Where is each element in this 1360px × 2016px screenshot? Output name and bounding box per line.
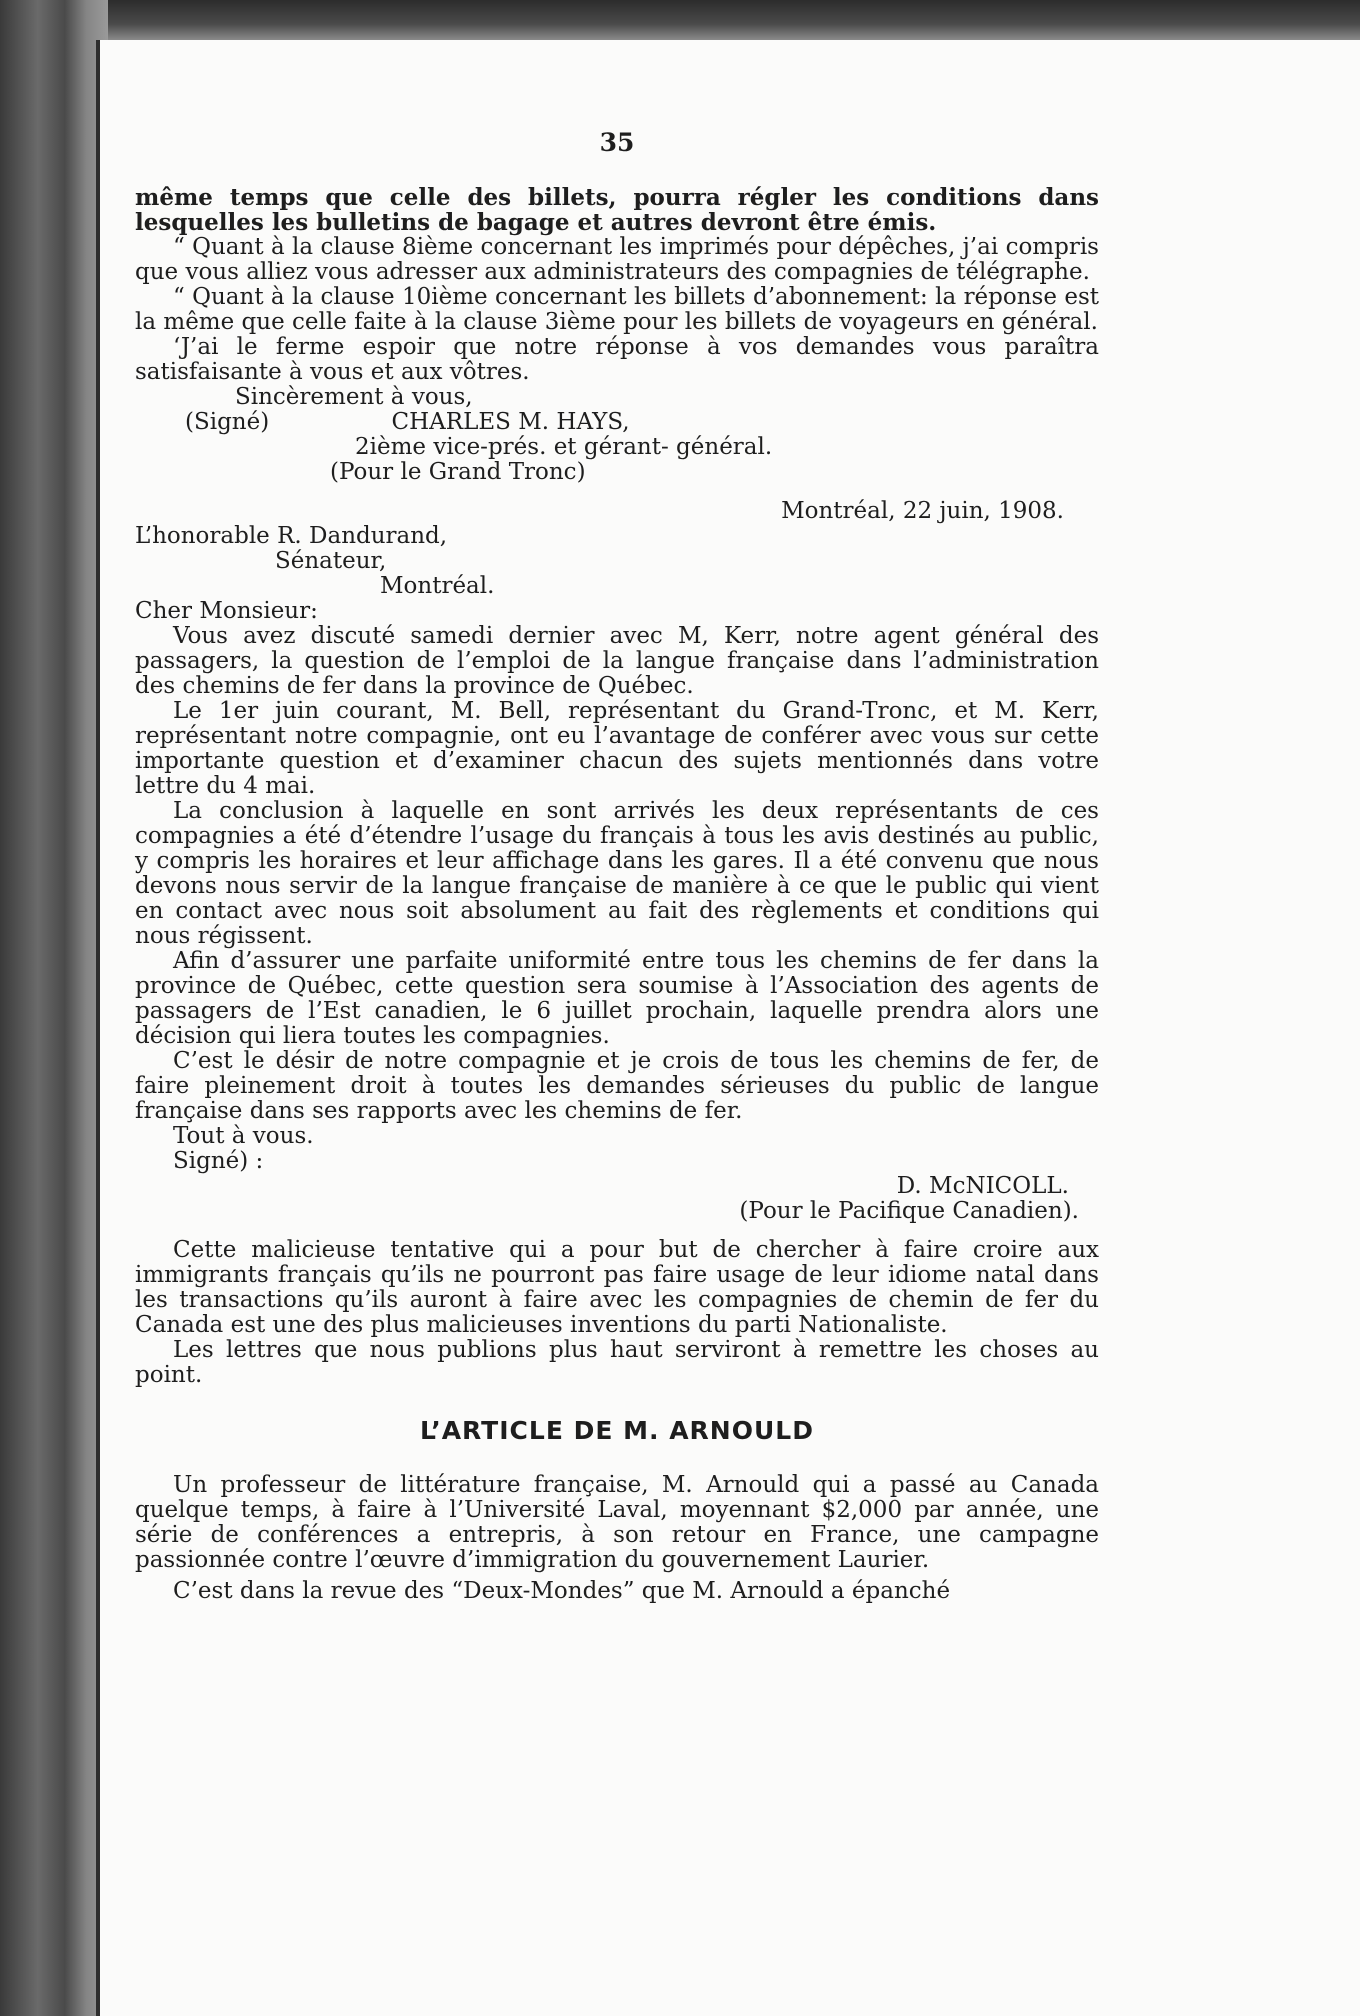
letter2-paragraph: Le 1er juin courant, M. Bell, représentant du Grand-Tronc, et M. Kerr, représentant notre compagnie, ont eu l’avantage de conférer avec vous sur cette importante question et d’examiner chacun des sujets mentionnés dans votre lettre du 4 mai. <box>135 698 1099 799</box>
letter2-recipient-name: L’honorable R. Dandurand, <box>135 523 448 549</box>
letter1-paragraph: “ Quant à la clause 8ième concernant les imprimés pour dépêches, j’ai compris que vous alliez vous adresser aux administrateurs des compagnies de télégraphe. <box>135 234 1099 285</box>
letter2-signer-name: D. McNICOLL. <box>896 1173 1069 1199</box>
letter2-place-date: Montréal, 22 juin, 1908. <box>781 498 1064 524</box>
letter2-salutation: Cher Monsieur: <box>135 598 318 624</box>
letter1-signed-label: (Signé) <box>185 409 270 435</box>
letter1-paragraph: ‘J’ai le ferme espoir que notre réponse à vos demandes vous paraîtra satisfaisante à vous et aux vôtres. <box>135 334 1099 385</box>
article-paragraph: C’est dans la revue des “Deux-Mondes” que M. Arnould a épanché <box>173 1578 951 1604</box>
letter2-signer-company: (Pour le Pacifique Canadien). <box>739 1198 1079 1224</box>
letter2-signed-label: Signé) : <box>173 1148 264 1174</box>
commentary-paragraph: Cette malicieuse tentative qui a pour but de chercher à faire croire aux immigrants français qu’ils ne pourront pas faire usage de leur idiome natal dans les transactions qu’ils auront à faire avec les compagnies de chemin de fer du Canada est une des plus malicieuses inventions du parti Nationaliste. <box>135 1237 1099 1338</box>
letter-pacifique-canadien <box>135 499 1099 1224</box>
page-number: 35 <box>599 128 635 157</box>
letter1-paragraph: même temps que celle des billets, pourra régler les conditions dans lesquelles les bulletins de bagage et autres devront être émis. <box>135 184 1099 236</box>
letter2-recipient-title: Sénateur, <box>275 548 387 574</box>
section-heading: L’ARTICLE DE M. ARNOULD <box>420 1416 814 1445</box>
article-paragraph: Un professeur de littérature française, M. Arnould qui a passé au Canada quelque temps, à faire à l’Université Laval, moyennant $2,000 par année, une série de conférences a entrepris, à son retour en France, une campagne passionnée contre l’œuvre d’immigration du gouvernement Laurier. <box>135 1472 1099 1573</box>
page-content <box>135 130 1099 1604</box>
letter1-signer-company: (Pour le Grand Tronc) <box>330 459 586 485</box>
letter1-paragraph: “ Quant à la clause 10ième concernant les billets d’abonnement: la réponse est la même que celle faite à la clause 3ième pour les billets de voyageurs en général. <box>135 284 1099 335</box>
letter2-recipient-city: Montréal. <box>380 573 495 599</box>
commentary-paragraph: Les lettres que nous publions plus haut serviront à remettre les choses au point. <box>135 1337 1099 1388</box>
article <box>135 1473 1099 1604</box>
scan-top-edge <box>108 0 1360 40</box>
letter2-paragraph: La conclusion à laquelle en sont arrivés les deux représentants de ces compagnies a été d’étendre l’usage du français à tous les avis destinés au public, y compris les horaires et leur affichage dans les gares. Il a été convenu que nous devons nous servir de la langue française de manière à ce que le public qui vient en contact avec nous soit absolument au fait des règlements et conditions qui nous régissent. <box>135 798 1099 949</box>
letter2-closing: Tout à vous. <box>173 1123 314 1149</box>
letter-grand-tronc <box>135 185 1099 485</box>
letter1-closing: Sincèrement à vous, <box>235 384 473 410</box>
letter2-paragraph: Vous avez discuté samedi dernier avec M, Kerr, notre agent général des passagers, la question de l’emploi de la langue française dans l’administration des chemins de fer dans la province de Québec. <box>135 623 1099 699</box>
letter2-paragraph: C’est le désir de notre compagnie et je crois de tous les chemins de fer, de faire pleinement droit à toutes les demandes sérieuses du public de langue française dans ses rapports avec les chemins de fer. <box>135 1048 1099 1124</box>
commentary <box>135 1238 1099 1388</box>
book-spine-edge <box>0 0 108 2016</box>
letter1-signer-name: CHARLES M. HAYS, <box>391 409 630 435</box>
letter2-paragraph: Afin d’assurer une parfaite uniformité entre tous les chemins de fer dans la province de Québec, cette question sera soumise à l’Association des agents de passagers de l’Est canadien, le 6 juillet prochain, laquelle prendra alors une décision qui liera toutes les compagnies. <box>135 948 1099 1049</box>
letter1-signer-title: 2ième vice-prés. et gérant- général. <box>355 434 773 460</box>
